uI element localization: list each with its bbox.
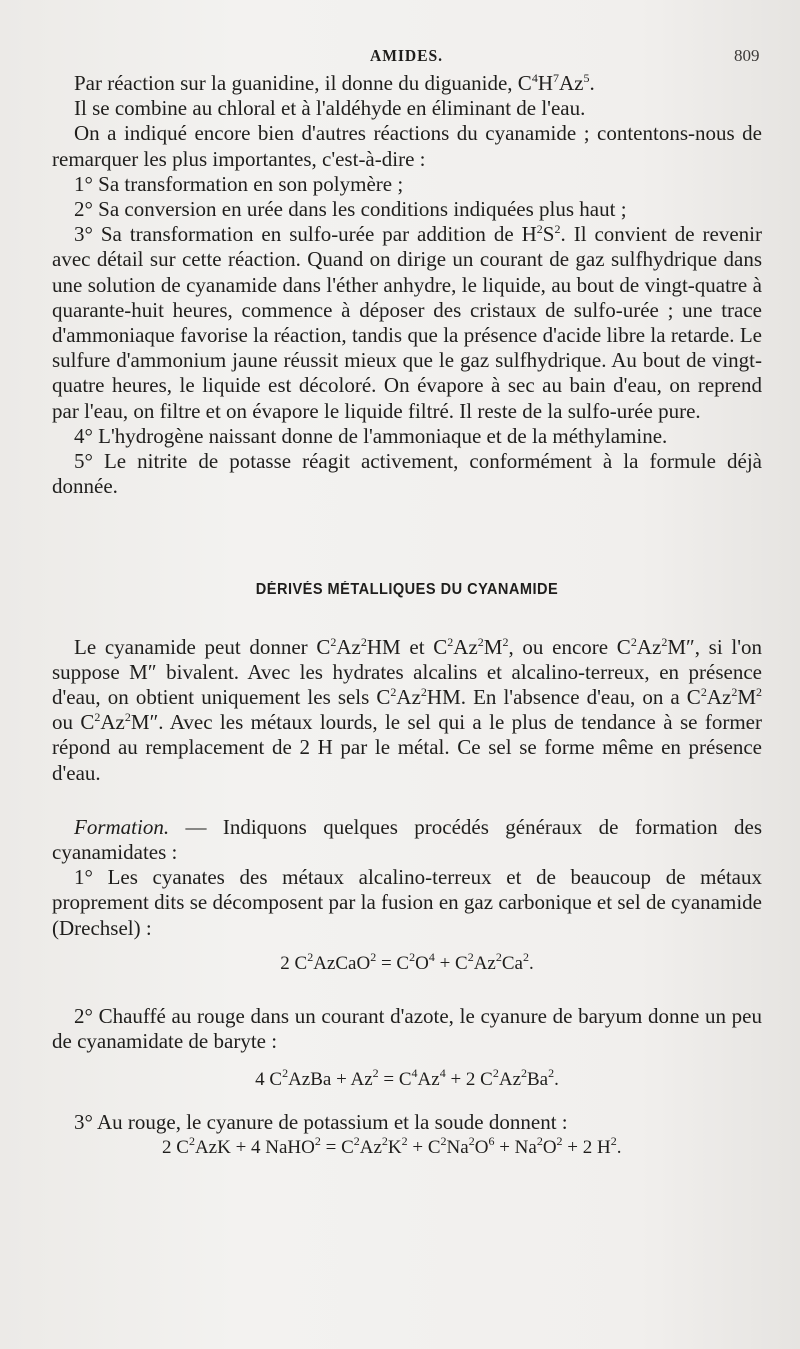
paragraph-chloral: Il se combine au chloral et à l'aldéhyde en éliminant de l'eau.	[74, 96, 586, 121]
formation-item-1: 1° Les cyanates des métaux alcalino-terreux et de beaucoup de métaux proprement dits se décomposent par la fusion en gaz carbonique et sel de cyanamide (Drechsel) :	[52, 865, 762, 940]
section-intro: Le cyanamide peut donner $C^2Az^2HM$ et $C^2Az^2M^2$, ou encore $C^2Az^2M''$, si l'on suppose M″ bivalent. Avec les hydrates alcalins et alcalino-terreux, en présence d'eau, on obtient uniquement les sels $C^2Az^2HM$. En l'absence d'eau, on a $C^2Az^2M^2$ ou $C^2Az^2M''$. Avec les métaux lourds, le sel qui a le plus de tendance à se former répond au remplacement de 2 H par le métal. Ce sel se forme même en présence d'eau.	[52, 634, 763, 785]
list-item-sulfo-uree: 3° Sa transformation en sulfo-urée par addition de $H^2S^2$. Il convient de revenir avec détail sur cette réaction. Quand on dirige un courant de gaz sulfhydrique dans une solution de cyanamide dans l'éther anhydre, le liquide, au bout de vingt-quatre à quarante-huit heures, commence à déposer des cristaux de sulfo-urée ; une trace d'ammoniaque favorise la réaction, tandis que la présence d'acide libre la retarde. Le sulfure d'ammonium jaune réussit mieux que le gaz sulfhydrique. Au bout de vingt-quatre heures, le liquide est décoloré. On évapore à sec au bain d'eau, on reprend par l'eau, on filtre et on évapore le liquide filtré. Il reste de la sulfo-urée pure.	[52, 222, 762, 423]
paragraph-guanidine: Par réaction sur la guanidine, il donne du diguanide, $C^4H^7Az^5$.	[74, 71, 595, 95]
page-body	[52, 71, 762, 1160]
page-number: 809	[734, 46, 760, 65]
running-head: AMIDES.	[370, 46, 443, 65]
equation-1: 2 $C^2AzCaO^2 = C^2O^4 + C^2Az^2Ca^2$.	[280, 949, 534, 974]
list-item-hydrogene: 4° L'hydrogène naissant donne de l'ammoniaque et de la méthylamine.	[74, 423, 668, 448]
list-item-uree: 2° Sa conversion en urée dans les conditions indiquées plus haut ;	[74, 197, 627, 222]
paragraph-other-reactions: On a indiqué encore bien d'autres réactions du cyanamide ; contentons-nous de remarquer les plus importantes, c'est-à-dire :	[52, 121, 762, 171]
formation-paragraph: Formation. — Indiquons quelques procédés généraux de formation des cyanamidates :	[52, 814, 762, 865]
formation-item-2: 2° Chauffé au rouge dans un courant d'azote, le cyanure de baryum donne un peu de cyanamidate de baryte :	[52, 1004, 762, 1054]
equation-3: 2 $C^2AzK + 4$ NaHO$^2$ = $C^2Az^2K^2 + C^2Na^2O^6 + Na^2O^2 + 2$ $H^2$.	[162, 1133, 622, 1158]
page-header	[0, 46, 800, 70]
list-item-nitrite: 5° Le nitrite de potasse réagit activement, conformément à la formule déjà donnée.	[52, 449, 762, 499]
formation-item-3: 3° Au rouge, le cyanure de potassium et la soude donnent :	[74, 1109, 568, 1134]
formation-label: Formation.	[74, 814, 170, 839]
section-title: DÉRIVÉS MÉTALLIQUES DU CYANAMIDE	[255, 581, 559, 599]
equation-2: 4 $C^2AzBa + Az^2 = C^4Az^4 + 2$ $C^2Az^2Ba^2$.	[255, 1065, 559, 1090]
list-item-polymer: 1° Sa transformation en son polymère ;	[74, 171, 404, 196]
